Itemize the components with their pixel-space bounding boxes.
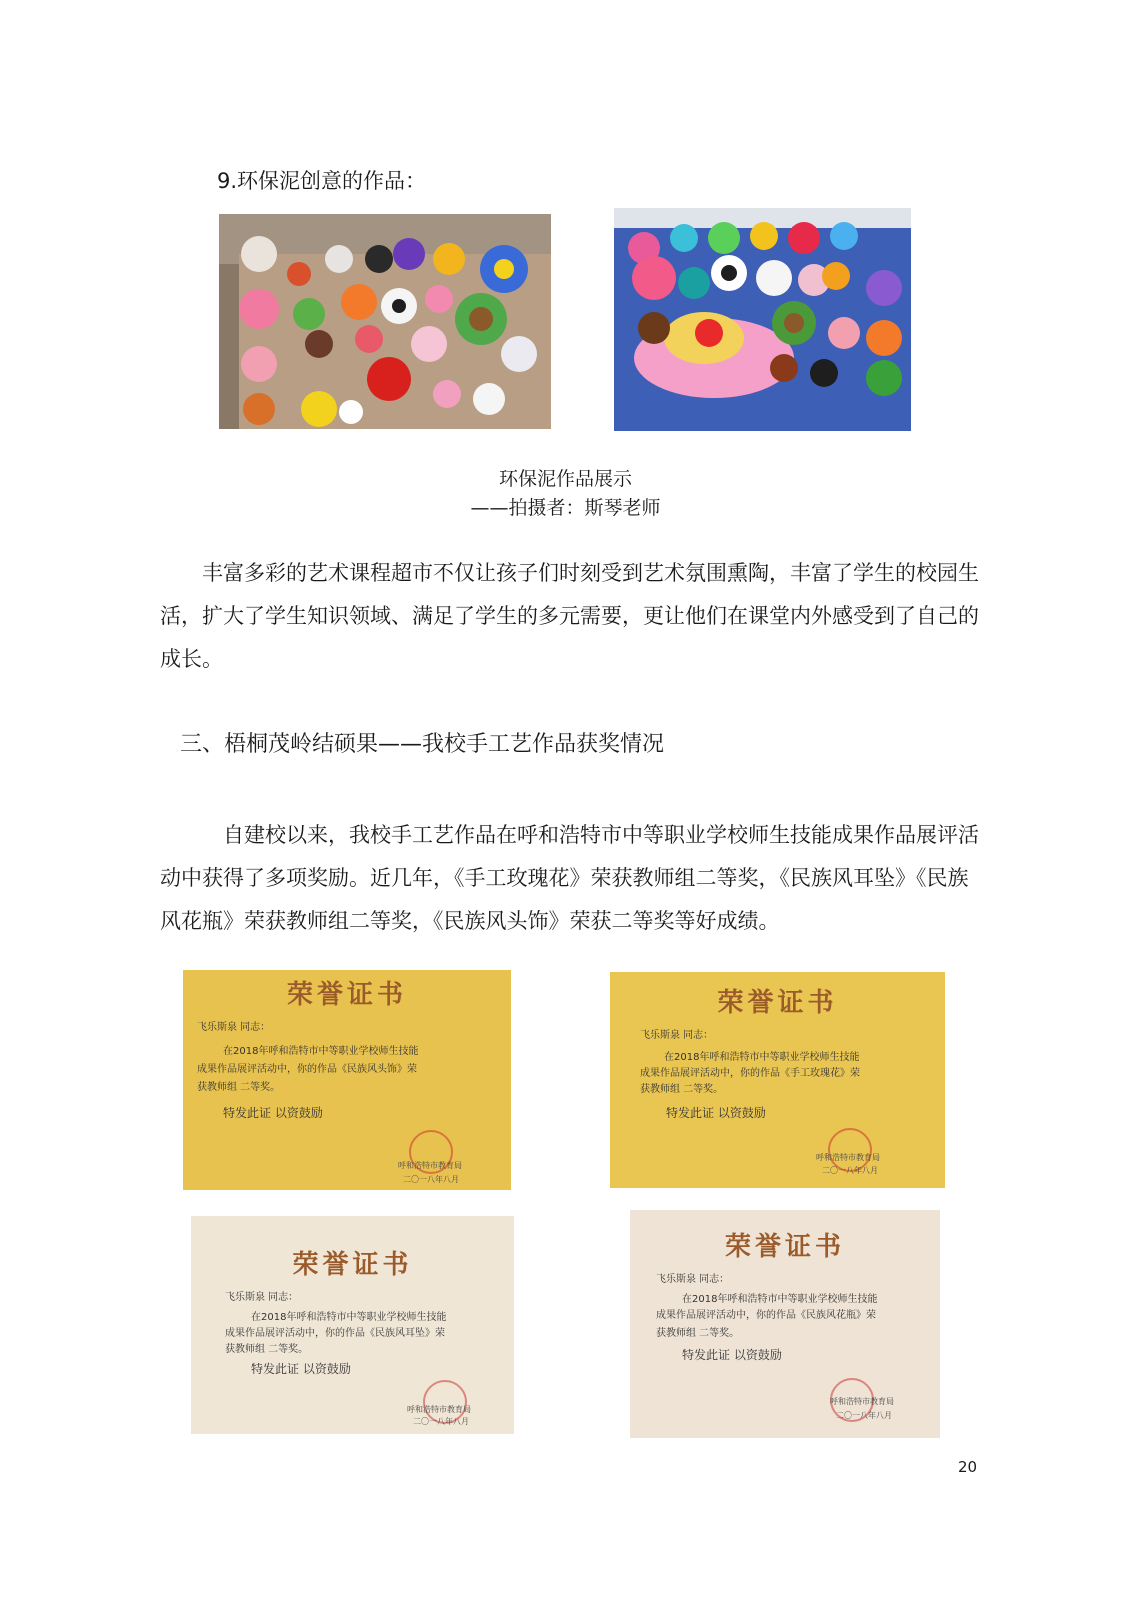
certificate-recipient: 飞乐斯泉 同志：: [197, 1022, 271, 1033]
certificate-title: 荣誉证书: [724, 1232, 845, 1262]
certificate-issuer: 呼和浩特市教育局: [816, 1153, 880, 1162]
certificate-text-line: 在2018年呼和浩特市中等职业学校师生技能: [251, 1312, 447, 1323]
section-label: 9.环保泥创意的作品：: [217, 169, 427, 193]
certificate-text-line: 在2018年呼和浩特市中等职业学校师生技能: [223, 1046, 419, 1057]
certificate-title: 荣誉证书: [292, 1250, 413, 1280]
certificate-text-line: 成果作品展评活动中，你的作品《手工玫瑰花》荣: [640, 1068, 860, 1079]
certificate-encourage: 特发此证 以资鼓励: [223, 1106, 323, 1120]
certificate-date: 二〇一八年八月: [403, 1175, 459, 1184]
certificate-2: [610, 972, 945, 1188]
certificate-4: [630, 1210, 940, 1438]
clay-works-photo-left: [219, 214, 551, 429]
certificate-encourage: 特发此证 以资鼓励: [682, 1348, 782, 1362]
certificate-encourage: 特发此证 以资鼓励: [251, 1362, 351, 1376]
caption-photographer: ——拍摄者：斯琴老师: [470, 497, 661, 519]
certificate-recipient: 飞乐斯泉 同志：: [225, 1292, 299, 1303]
certificate-text-line: 在2018年呼和浩特市中等职业学校师生技能: [682, 1294, 878, 1305]
certificate-text-line: 获教师组 二等奖。: [656, 1328, 740, 1339]
photo-caption: [0, 465, 1131, 523]
certificate-title: 荣誉证书: [286, 980, 407, 1010]
certificate-text-line: 成果作品展评活动中，你的作品《民族风耳坠》荣: [225, 1328, 445, 1339]
certificate-date: 二〇一八年八月: [822, 1166, 878, 1175]
certificate-1: [183, 970, 511, 1190]
certificate-issuer: 呼和浩特市教育局: [830, 1397, 894, 1406]
certificate-date: 二〇一八年八月: [836, 1411, 892, 1420]
certificate-3: [191, 1216, 514, 1434]
certificate-text-line: 在2018年呼和浩特市中等职业学校师生技能: [664, 1052, 860, 1063]
certificate-text-line: 获教师组 二等奖。: [197, 1082, 281, 1093]
certificate-text-line: 获教师组 二等奖。: [640, 1084, 724, 1095]
section-heading: 三、梧桐茂岭结硕果——我校手工艺作品获奖情况: [180, 732, 665, 757]
paragraph-art-courses: 丰富多彩的艺术课程超市不仅让孩子们时刻受到艺术氛围熏陶，丰富了学生的校园生活，扩大了学生知识领域、满足了学生的多元需要，更让他们在课堂内外感受到了自己的成长。: [160, 561, 979, 671]
page-number: 20: [958, 1458, 978, 1476]
certificate-date: 二〇一八年八月: [413, 1417, 469, 1426]
caption-title: 环保泥作品展示: [498, 468, 632, 490]
certificate-encourage: 特发此证 以资鼓励: [666, 1106, 766, 1120]
clay-works-photo-right: [614, 208, 911, 431]
certificate-text-line: 获教师组 二等奖。: [225, 1344, 309, 1355]
certificate-issuer: 呼和浩特市教育局: [398, 1161, 462, 1170]
certificate-recipient: 飞乐斯泉 同志：: [640, 1030, 714, 1041]
certificate-issuer: 呼和浩特市教育局: [407, 1405, 471, 1414]
certificate-text-line: 成果作品展评活动中，你的作品《民族风花瓶》荣: [656, 1310, 876, 1321]
certificate-text-line: 成果作品展评活动中，你的作品《民族风头饰》荣: [197, 1064, 417, 1075]
certificate-title: 荣誉证书: [717, 988, 838, 1018]
certificate-recipient: 飞乐斯泉 同志：: [656, 1274, 730, 1285]
paragraph-awards: 自建校以来，我校手工艺作品在呼和浩特市中等职业学校师生技能成果作品展评活动中获得了多项奖励。近几年，《手工玫瑰花》荣获教师组二等奖，《民族风耳坠》《民族风花瓶》荣获教师组二等奖，《民族风头饰》荣获二等奖等好成绩。: [160, 823, 979, 933]
